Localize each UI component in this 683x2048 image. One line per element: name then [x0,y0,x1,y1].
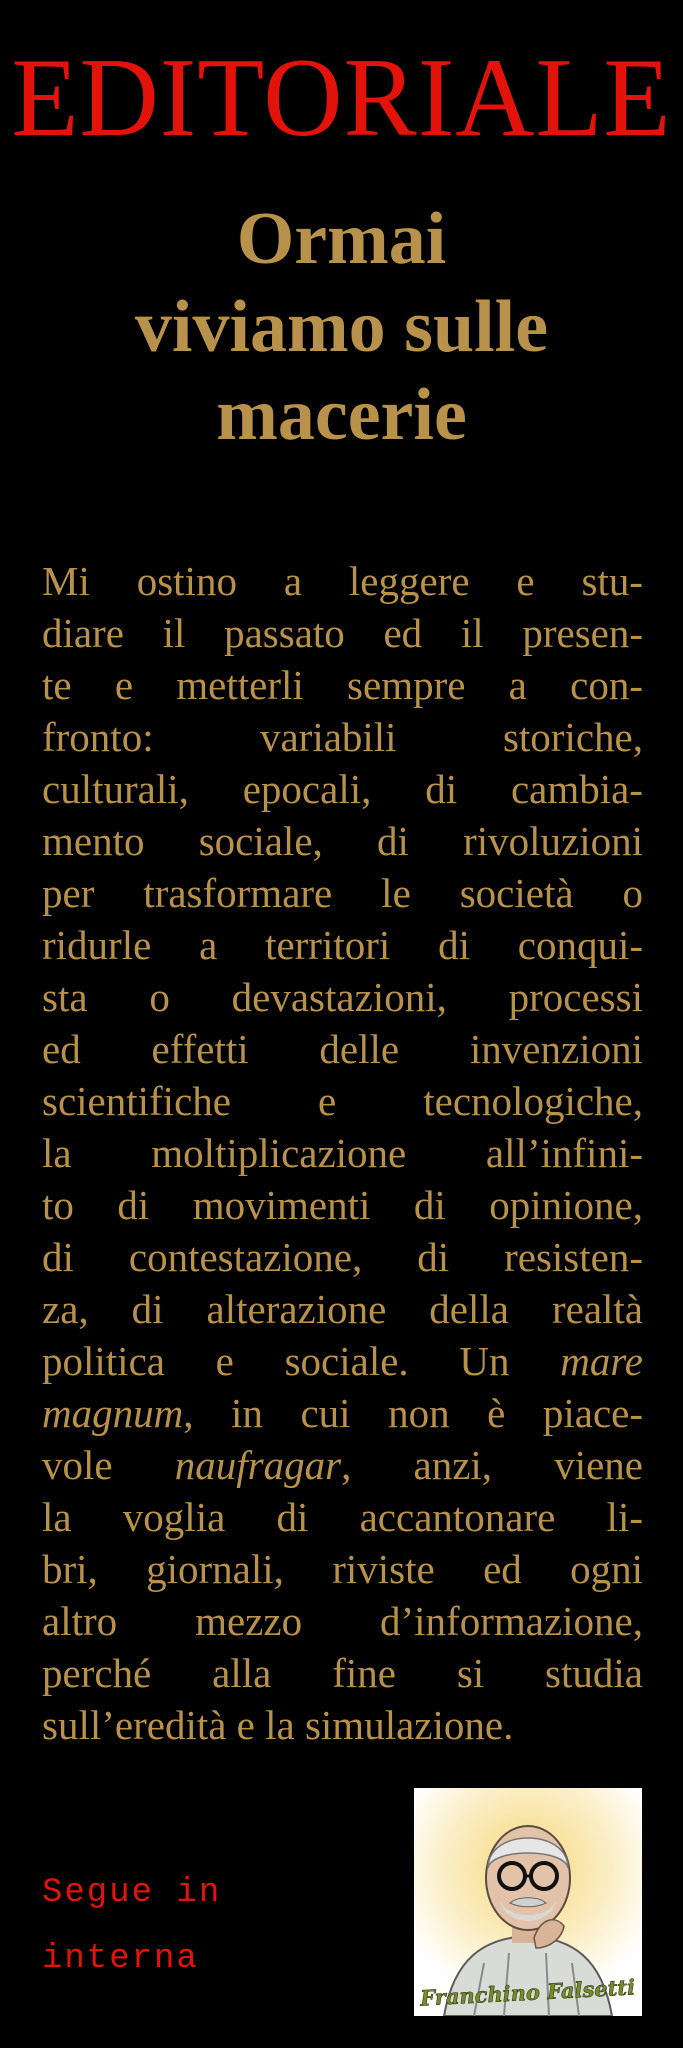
article-italic: magnum [42,1390,184,1436]
author-signature: Franchino Falsetti [419,1974,636,2011]
article-text: politica e sociale. Un [42,1338,561,1384]
headline-line-1: Ormai [236,198,447,280]
article-line: ridurle a territori di conqui- [42,922,643,968]
article-line: za, di alterazione della realtà [42,1286,643,1332]
article-line: culturali, epocali, di cambia- [42,766,643,812]
article-text: , in cui non è piace- [183,1390,643,1436]
article-body [42,555,643,1751]
article-text: vole [42,1442,175,1488]
article-line: mento sociale, di rivoluzioni [42,818,643,864]
article-line: altro mezzo d’informazione, [42,1598,643,1644]
article-line: ed effetti delle invenzioni [42,1026,643,1072]
article-line [42,1439,643,1491]
article-line: scientifiche e tecnologiche, [42,1078,643,1124]
article-line: te e metterli sempre a con- [42,662,643,708]
continue-line-2: interna [42,1940,199,1978]
continue-note[interactable] [42,1860,221,1992]
headline [40,195,643,459]
continue-line-1: Segue in [42,1874,222,1912]
author-portrait [414,1788,642,2016]
headline-line-2: viviamo sulle [134,286,549,368]
kicker-title: EDITORIALE [11,36,672,160]
article-line: Mi ostino a leggere e stu- [42,558,643,604]
article-line: la voglia di accantonare li- [42,1494,643,1540]
article-line: la moltiplicazione all’infini- [42,1130,643,1176]
article-line: per trasformare le società o [42,870,643,916]
article-line: sull’eredità e la simulazione. [42,1702,514,1748]
article-line: sta o devastazioni, processi [42,974,643,1020]
article-text: , anzi, viene [341,1442,643,1488]
article-line: to di movimenti di opinione, [42,1182,643,1228]
portrait-illustration [414,1788,642,2016]
headline-line-3: macerie [216,374,467,456]
article-line [42,1335,643,1387]
article-italic: naufragar [174,1442,342,1488]
article-line: fronto: variabili storiche, [42,714,643,760]
article-line [42,1387,643,1439]
article-line: bri, giornali, riviste ed ogni [42,1546,643,1592]
article-line: perché alla fine si studia [42,1650,643,1696]
article-line: di contestazione, di resisten- [42,1234,643,1280]
article-line: diare il passato ed il presen- [42,610,643,656]
article-italic: mare [560,1338,643,1384]
